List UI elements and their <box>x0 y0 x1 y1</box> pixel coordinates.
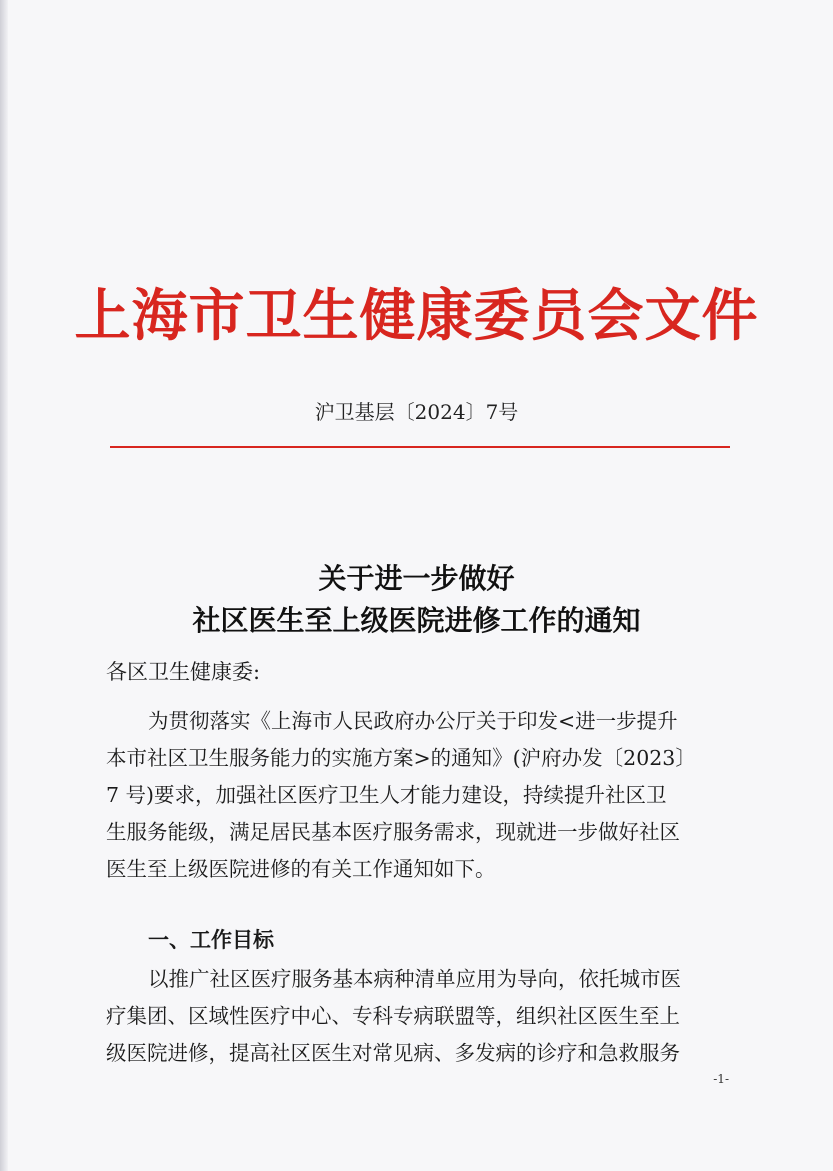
paragraph-line: 为贯彻落实《上海市人民政府办公厅关于印发<进一步提升 <box>148 709 678 733</box>
issuer-title: 上海市卫生健康委员会文件 <box>74 283 759 349</box>
paragraph-line: 生服务能级，满足居民基本医疗服务需求，现就进一步做好社区 <box>106 820 680 844</box>
paragraph-line: 医生至上级医院进修的有关工作通知如下。 <box>106 857 496 881</box>
red-separator-line <box>110 446 730 448</box>
notice-title-line-1: 关于进一步做好 <box>318 562 515 595</box>
addressee: 各区卫生健康委: <box>106 660 261 684</box>
paragraph-line: 以推广社区医疗服务基本病种清单应用为导向，依托城市医 <box>148 967 681 991</box>
section-heading-1: 一、工作目标 <box>148 927 274 952</box>
paragraph-line: 级医院进修，提高社区医生对常见病、多发病的诊疗和急救服务 <box>106 1041 680 1065</box>
notice-title-line-2: 社区医生至上级医院进修工作的通知 <box>192 604 641 637</box>
paragraph-intro <box>106 703 736 888</box>
paragraph-goals <box>106 961 736 1072</box>
paragraph-line: 7 号)要求，加强社区医疗卫生人才能力建设，持续提升社区卫 <box>106 783 667 807</box>
document-number: 沪卫基层〔2024〕7号 <box>314 400 519 424</box>
scan-edge <box>0 0 8 1171</box>
paragraph-line: 疗集团、区域性医疗中心、专科专病联盟等，组织社区医生至上 <box>106 1004 680 1028</box>
page-number: -1- <box>713 1072 729 1086</box>
paragraph-line: 本市社区卫生服务能力的实施方案>的通知》(沪府办发〔2023〕 <box>106 746 696 770</box>
